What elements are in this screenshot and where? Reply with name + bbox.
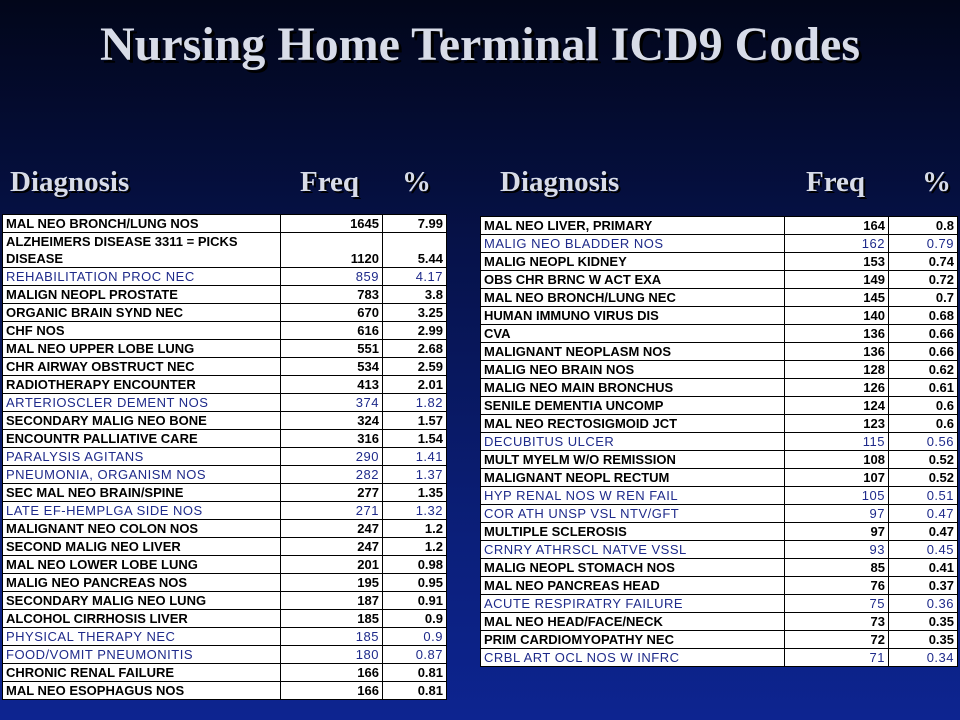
freq-cell: 140 — [785, 307, 889, 325]
freq-cell: 136 — [785, 343, 889, 361]
diagnosis-cell: COR ATH UNSP VSL NTV/GFT — [481, 505, 785, 523]
percent-cell: 0.98 — [383, 556, 447, 574]
table-row — [3, 376, 447, 394]
diagnosis-cell: MALIGN NEOPL PROSTATE — [3, 286, 281, 304]
percent-cell: 3.25 — [383, 304, 447, 322]
table-row — [481, 361, 958, 379]
table-row — [481, 253, 958, 271]
diagnosis-cell: MALIG NEO BRAIN NOS — [481, 361, 785, 379]
freq-cell: 164 — [785, 217, 889, 235]
percent-cell: 0.72 — [889, 271, 958, 289]
diagnosis-cell: MAL NEO PANCREAS HEAD — [481, 577, 785, 595]
percent-cell: 0.61 — [889, 379, 958, 397]
percent-cell: 0.8 — [889, 217, 958, 235]
table-row — [481, 559, 958, 577]
diagnosis-cell: MAL NEO RECTOSIGMOID JCT — [481, 415, 785, 433]
table-row — [3, 340, 447, 358]
percent-cell: 2.99 — [383, 322, 447, 340]
freq-cell: 115 — [785, 433, 889, 451]
diagnosis-cell: SENILE DEMENTIA UNCOMP — [481, 397, 785, 415]
percent-cell: 0.95 — [383, 574, 447, 592]
freq-cell: 108 — [785, 451, 889, 469]
diagnosis-cell: MAL NEO ESOPHAGUS NOS — [3, 682, 281, 700]
diagnosis-cell: MALIG NEO PANCREAS NOS — [3, 574, 281, 592]
diagnosis-cell: CHR AIRWAY OBSTRUCT NEC — [3, 358, 281, 376]
diagnosis-cell: ALCOHOL CIRRHOSIS LIVER — [3, 610, 281, 628]
table-row — [481, 613, 958, 631]
table-row — [481, 577, 958, 595]
percent-cell: 1.41 — [383, 448, 447, 466]
diagnosis-cell: PARALYSIS AGITANS — [3, 448, 281, 466]
freq-cell: 73 — [785, 613, 889, 631]
freq-cell: 85 — [785, 559, 889, 577]
freq-cell: 247 — [281, 538, 383, 556]
freq-cell: 93 — [785, 541, 889, 559]
freq-cell: 534 — [281, 358, 383, 376]
diagnosis-cell: SECONDARY MALIG NEO LUNG — [3, 592, 281, 610]
percent-cell: 0.56 — [889, 433, 958, 451]
freq-cell: 107 — [785, 469, 889, 487]
percent-cell: 2.59 — [383, 358, 447, 376]
percent-cell: 3.8 — [383, 286, 447, 304]
percent-cell: 2.68 — [383, 340, 447, 358]
left-diagnosis-header: Diagnosis — [10, 166, 130, 198]
table-row — [481, 487, 958, 505]
freq-cell: 290 — [281, 448, 383, 466]
freq-cell: 316 — [281, 430, 383, 448]
freq-cell: 123 — [785, 415, 889, 433]
diagnosis-cell: PRIM CARDIOMYOPATHY NEC — [481, 631, 785, 649]
diagnosis-cell: MULT MYELM W/O REMISSION — [481, 451, 785, 469]
diagnosis-cell: ACUTE RESPIRATRY FAILURE — [481, 595, 785, 613]
percent-cell: 0.51 — [889, 487, 958, 505]
percent-cell: 0.7 — [889, 289, 958, 307]
freq-cell: 201 — [281, 556, 383, 574]
freq-cell: 324 — [281, 412, 383, 430]
table-row — [3, 556, 447, 574]
diagnosis-cell: MALIG NEO MAIN BRONCHUS — [481, 379, 785, 397]
freq-cell: 185 — [281, 610, 383, 628]
table-row — [3, 358, 447, 376]
freq-cell: 783 — [281, 286, 383, 304]
diagnosis-cell: MALIGNANT NEOPLASM NOS — [481, 343, 785, 361]
freq-cell: 1120 — [281, 233, 383, 268]
diagnosis-cell: MALIG NEO BLADDER NOS — [481, 235, 785, 253]
freq-cell: 153 — [785, 253, 889, 271]
table-row — [3, 394, 447, 412]
table-row — [481, 217, 958, 235]
freq-cell: 277 — [281, 484, 383, 502]
percent-cell: 0.81 — [383, 664, 447, 682]
diagnosis-cell: MAL NEO BRONCH/LUNG NEC — [481, 289, 785, 307]
freq-cell: 271 — [281, 502, 383, 520]
percent-cell: 0.35 — [889, 631, 958, 649]
percent-cell: 2.01 — [383, 376, 447, 394]
freq-cell: 185 — [281, 628, 383, 646]
percent-cell: 5.44 — [383, 233, 447, 268]
percent-cell: 7.99 — [383, 215, 447, 233]
diagnosis-cell: LATE EF-HEMPLGA SIDE NOS — [3, 502, 281, 520]
table-row — [3, 574, 447, 592]
left-freq-header: Freq — [300, 166, 360, 198]
table-row — [481, 505, 958, 523]
table-row — [481, 451, 958, 469]
diagnosis-cell: SECONDARY MALIG NEO BONE — [3, 412, 281, 430]
percent-cell: 0.52 — [889, 451, 958, 469]
percent-cell: 0.52 — [889, 469, 958, 487]
freq-cell: 616 — [281, 322, 383, 340]
table-row — [481, 325, 958, 343]
table-row — [481, 523, 958, 541]
table-row — [481, 631, 958, 649]
diagnosis-cell: HUMAN IMMUNO VIRUS DIS — [481, 307, 785, 325]
table-row — [3, 304, 447, 322]
percent-cell: 1.2 — [383, 520, 447, 538]
table-row — [481, 433, 958, 451]
freq-cell: 105 — [785, 487, 889, 505]
diagnosis-cell: MALIG NEOPL KIDNEY — [481, 253, 785, 271]
diagnosis-cell: MALIGNANT NEOPL RECTUM — [481, 469, 785, 487]
percent-cell: 0.37 — [889, 577, 958, 595]
table-row — [481, 307, 958, 325]
diagnosis-cell: DECUBITUS ULCER — [481, 433, 785, 451]
freq-cell: 166 — [281, 682, 383, 700]
diagnosis-cell: CHRONIC RENAL FAILURE — [3, 664, 281, 682]
left-percent-header: % — [402, 166, 431, 198]
diagnosis-cell: SECOND MALIG NEO LIVER — [3, 538, 281, 556]
percent-cell: 0.41 — [889, 559, 958, 577]
diagnosis-cell: RADIOTHERAPY ENCOUNTER — [3, 376, 281, 394]
table-row — [481, 469, 958, 487]
table-row — [3, 592, 447, 610]
diagnosis-cell: CVA — [481, 325, 785, 343]
percent-cell: 0.36 — [889, 595, 958, 613]
table-row — [3, 233, 447, 268]
table-row — [3, 286, 447, 304]
table-row — [481, 541, 958, 559]
table-row — [3, 682, 447, 700]
percent-cell: 1.2 — [383, 538, 447, 556]
percent-cell: 0.6 — [889, 415, 958, 433]
freq-cell: 670 — [281, 304, 383, 322]
diagnosis-cell: ARTERIOSCLER DEMENT NOS — [3, 394, 281, 412]
freq-cell: 187 — [281, 592, 383, 610]
percent-cell: 0.74 — [889, 253, 958, 271]
table-row — [481, 379, 958, 397]
slide-title: Nursing Home Terminal ICD9 Codes — [99, 18, 861, 71]
freq-cell: 76 — [785, 577, 889, 595]
left-diagnosis-table — [2, 214, 447, 700]
freq-cell: 162 — [785, 235, 889, 253]
freq-cell: 145 — [785, 289, 889, 307]
table-row — [3, 646, 447, 664]
diagnosis-cell: ORGANIC BRAIN SYND NEC — [3, 304, 281, 322]
freq-cell: 413 — [281, 376, 383, 394]
diagnosis-cell: MULTIPLE SCLEROSIS — [481, 523, 785, 541]
table-row — [3, 610, 447, 628]
diagnosis-cell: REHABILITATION PROC NEC — [3, 268, 281, 286]
percent-cell: 0.6 — [889, 397, 958, 415]
percent-cell: 0.62 — [889, 361, 958, 379]
table-row — [3, 484, 447, 502]
diagnosis-cell: FOOD/VOMIT PNEUMONITIS — [3, 646, 281, 664]
diagnosis-cell: MAL NEO LOWER LOBE LUNG — [3, 556, 281, 574]
percent-cell: 1.32 — [383, 502, 447, 520]
table-row — [3, 520, 447, 538]
percent-cell: 0.79 — [889, 235, 958, 253]
table-row — [3, 215, 447, 233]
diagnosis-cell: MALIG NEOPL STOMACH NOS — [481, 559, 785, 577]
percent-cell: 0.66 — [889, 343, 958, 361]
diagnosis-cell: CHF NOS — [3, 322, 281, 340]
table-row — [3, 628, 447, 646]
table-row — [3, 664, 447, 682]
table-row — [481, 289, 958, 307]
percent-cell: 0.91 — [383, 592, 447, 610]
freq-cell: 195 — [281, 574, 383, 592]
freq-cell: 71 — [785, 649, 889, 667]
percent-cell: 0.9 — [383, 628, 447, 646]
diagnosis-cell: OBS CHR BRNC W ACT EXA — [481, 271, 785, 289]
percent-cell: 0.81 — [383, 682, 447, 700]
percent-cell: 0.34 — [889, 649, 958, 667]
table-row — [481, 649, 958, 667]
freq-cell: 124 — [785, 397, 889, 415]
diagnosis-cell: MAL NEO LIVER, PRIMARY — [481, 217, 785, 235]
diagnosis-cell: ALZHEIMERS DISEASE 3311 = PICKS DISEASE — [3, 233, 281, 268]
diagnosis-cell: SEC MAL NEO BRAIN/SPINE — [3, 484, 281, 502]
diagnosis-cell: PNEUMONIA, ORGANISM NOS — [3, 466, 281, 484]
diagnosis-cell: MALIGNANT NEO COLON NOS — [3, 520, 281, 538]
diagnosis-cell: HYP RENAL NOS W REN FAIL — [481, 487, 785, 505]
freq-cell: 859 — [281, 268, 383, 286]
table-row — [3, 502, 447, 520]
percent-cell: 0.87 — [383, 646, 447, 664]
percent-cell: 1.57 — [383, 412, 447, 430]
right-freq-header: Freq — [806, 166, 866, 198]
freq-cell: 97 — [785, 505, 889, 523]
diagnosis-cell: MAL NEO HEAD/FACE/NECK — [481, 613, 785, 631]
freq-cell: 282 — [281, 466, 383, 484]
table-row — [3, 538, 447, 556]
right-diagnosis-table — [480, 216, 958, 667]
freq-cell: 126 — [785, 379, 889, 397]
percent-cell: 0.66 — [889, 325, 958, 343]
freq-cell: 166 — [281, 664, 383, 682]
table-row — [3, 268, 447, 286]
freq-cell: 149 — [785, 271, 889, 289]
diagnosis-cell: PHYSICAL THERAPY NEC — [3, 628, 281, 646]
percent-cell: 0.35 — [889, 613, 958, 631]
freq-cell: 128 — [785, 361, 889, 379]
percent-cell: 0.9 — [383, 610, 447, 628]
table-row — [481, 343, 958, 361]
table-row — [3, 466, 447, 484]
percent-cell: 1.35 — [383, 484, 447, 502]
freq-cell: 180 — [281, 646, 383, 664]
diagnosis-cell: MAL NEO BRONCH/LUNG NOS — [3, 215, 281, 233]
diagnosis-cell: CRBL ART OCL NOS W INFRC — [481, 649, 785, 667]
freq-cell: 247 — [281, 520, 383, 538]
percent-cell: 1.54 — [383, 430, 447, 448]
freq-cell: 1645 — [281, 215, 383, 233]
table-row — [3, 412, 447, 430]
freq-cell: 75 — [785, 595, 889, 613]
percent-cell: 0.47 — [889, 523, 958, 541]
freq-cell: 72 — [785, 631, 889, 649]
diagnosis-cell: ENCOUNTR PALLIATIVE CARE — [3, 430, 281, 448]
table-row — [3, 430, 447, 448]
table-row — [3, 322, 447, 340]
percent-cell: 4.17 — [383, 268, 447, 286]
freq-cell: 374 — [281, 394, 383, 412]
diagnosis-cell: CRNRY ATHRSCL NATVE VSSL — [481, 541, 785, 559]
percent-cell: 0.45 — [889, 541, 958, 559]
percent-cell: 1.82 — [383, 394, 447, 412]
table-row — [481, 235, 958, 253]
percent-cell: 1.37 — [383, 466, 447, 484]
right-diagnosis-header: Diagnosis — [500, 166, 620, 198]
table-row — [3, 448, 447, 466]
diagnosis-cell: MAL NEO UPPER LOBE LUNG — [3, 340, 281, 358]
percent-cell: 0.47 — [889, 505, 958, 523]
table-row — [481, 397, 958, 415]
table-row — [481, 415, 958, 433]
right-percent-header: % — [922, 166, 951, 198]
freq-cell: 551 — [281, 340, 383, 358]
table-row — [481, 271, 958, 289]
table-row — [481, 595, 958, 613]
freq-cell: 97 — [785, 523, 889, 541]
freq-cell: 136 — [785, 325, 889, 343]
percent-cell: 0.68 — [889, 307, 958, 325]
